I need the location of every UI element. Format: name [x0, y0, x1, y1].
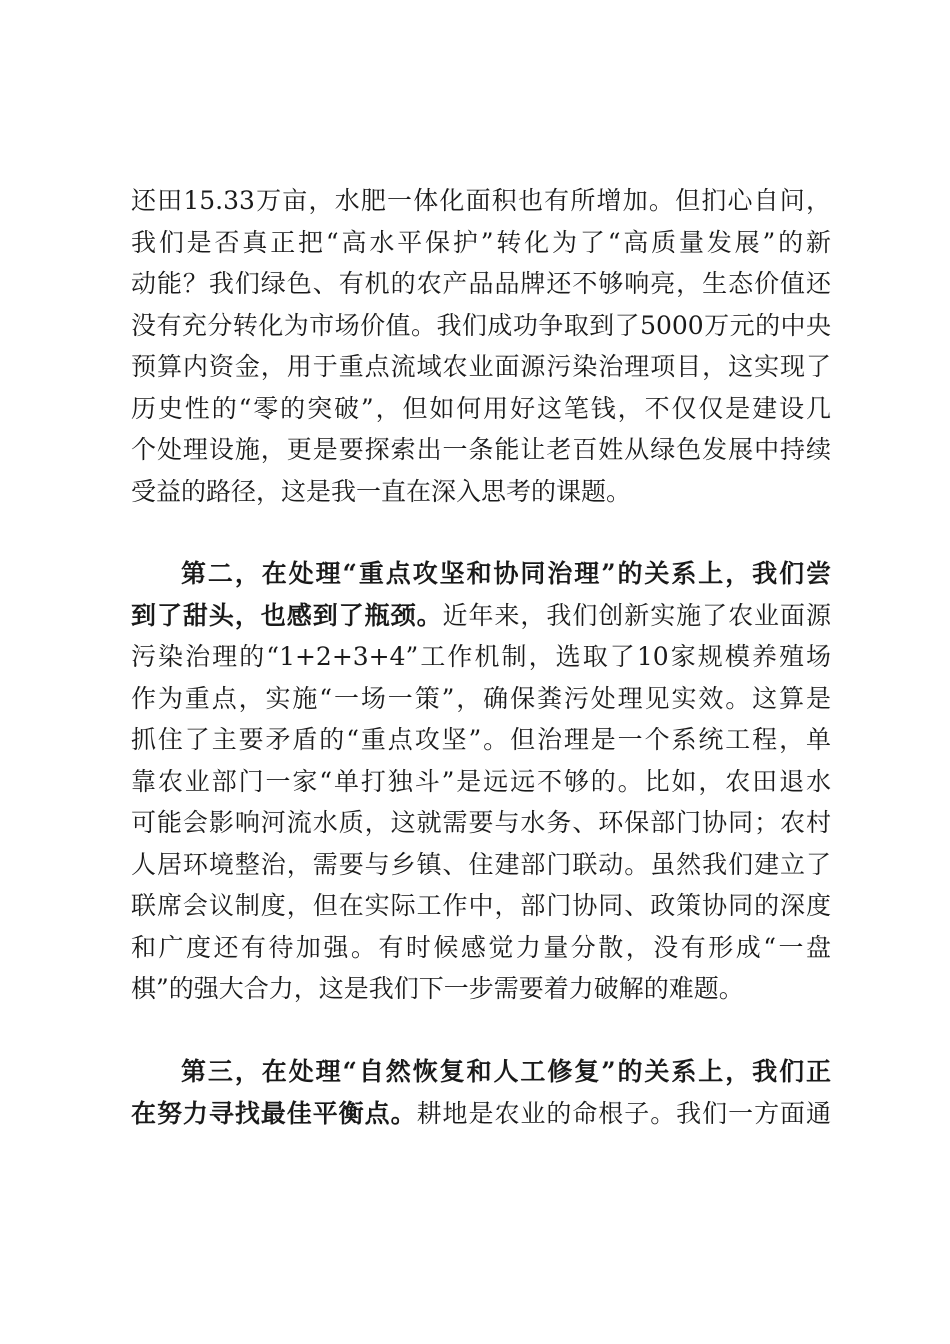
text-line: 和广度还有待加强。有时候感觉力量分散，没有形成“一盘 — [131, 932, 831, 962]
text-line: 没有充分转化为市场价值。我们成功争取到了5000万元的中央 — [131, 310, 831, 340]
paragraph-2 — [131, 553, 831, 1010]
paragraph-2-heading-tail: 到了甜头，也感到了瓶颈。 — [131, 600, 443, 630]
paragraph-2-line2-rest: 近年来，我们创新实施了农业面源 — [442, 600, 831, 630]
text-line: 受益的路径，这是我一直在深入思考的课题。 — [131, 476, 632, 506]
text-line: 棋”的强大合力，这是我们下一步需要着力破解的难题。 — [131, 974, 744, 1003]
paragraph-2-heading-line: 第二，在处理“重点攻坚和协同治理”的关系上，我们尝 — [181, 559, 831, 588]
paragraph-3 — [131, 1051, 831, 1134]
text-line — [131, 1093, 831, 1135]
text-line: 历史性的“零的突破”，但如何用好这笔钱，不仅仅是建设几 — [131, 393, 831, 423]
text-line: 抓住了主要矛盾的“重点攻坚”。但治理是一个系统工程，单 — [131, 725, 831, 754]
text-line: 个处理设施，更是要探索出一条能让老百姓从绿色发展中持续 — [131, 435, 831, 464]
text-line: 靠农业部门一家“单打独斗”是远远不够的。比如，农田退水 — [131, 766, 831, 796]
paragraph-3-line2-rest: 耕地是农业的命根子。我们一方面通 — [416, 1098, 831, 1128]
text-line: 污染治理的“1+2+3+4”工作机制，选取了10家规模养殖场 — [131, 642, 831, 671]
text-line: 人居环境整治，需要与乡镇、住建部门联动。虽然我们建立了 — [131, 849, 831, 879]
text-line: 可能会影响河流水质，这就需要与水务、环保部门协同；农村 — [131, 808, 831, 837]
text-line: 还田15.33万亩，水肥一体化面积也有所增加。但扪心自问， — [131, 186, 831, 215]
paragraph-1 — [131, 180, 831, 512]
paragraph-3-heading-tail: 在努力寻找最佳平衡点。 — [131, 1098, 417, 1128]
text-line: 预算内资金，用于重点流域农业面源污染治理项目，这实现了 — [131, 352, 831, 381]
text-line: 我们是否真正把“高水平保护”转化为了“高质量发展”的新 — [131, 227, 831, 257]
text-line: 作为重点，实施“一场一策”，确保粪污处理见实效。这算是 — [131, 683, 831, 713]
text-line: 动能？我们绿色、有机的农产品品牌还不够响亮，生态价值还 — [131, 269, 831, 298]
text-line — [131, 595, 831, 637]
text-line: 联席会议制度，但在实际工作中，部门协同、政策协同的深度 — [131, 891, 831, 920]
paragraph-3-heading-line: 第三，在处理“自然恢复和人工修复”的关系上，我们正 — [181, 1057, 831, 1086]
